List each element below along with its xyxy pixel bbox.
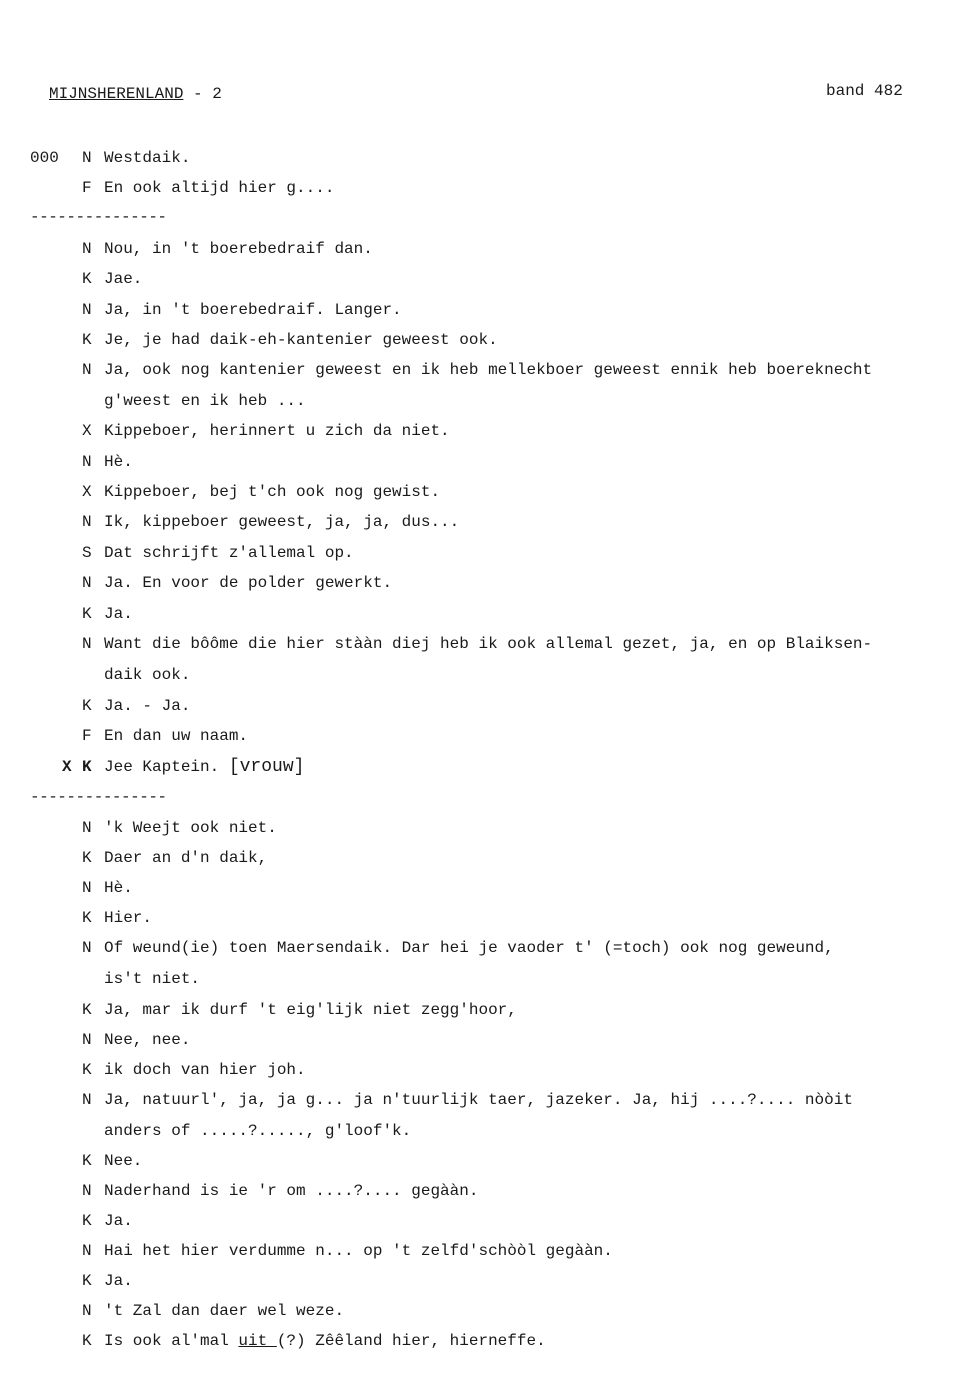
- band-label: band 482: [826, 82, 903, 100]
- speaker-code: K: [82, 849, 92, 867]
- speaker-code: N: [82, 149, 92, 167]
- speaker-code: X: [62, 758, 72, 776]
- speaker-code: N: [82, 361, 92, 379]
- utterance: Hè.: [104, 879, 133, 897]
- tape-counter: 000: [30, 149, 59, 167]
- utterance: En dan uw naam.: [104, 727, 249, 745]
- utterance: g'weest en ik heb ...: [104, 392, 306, 410]
- utterance: 'k Weejt ook niet.: [104, 819, 277, 837]
- speaker-code: K: [82, 1272, 92, 1290]
- struck-speaker-code: K: [82, 758, 92, 776]
- utterance: ik doch van hier joh.: [104, 1061, 306, 1079]
- speaker-code: X: [82, 422, 92, 440]
- speaker-code: X: [82, 483, 92, 501]
- utterance: Naderhand is ie 'r om ....?.... gegààn.: [104, 1182, 479, 1200]
- utterance: Ja. - Ja.: [104, 697, 191, 715]
- speaker-code: F: [82, 727, 92, 745]
- page-number: - 2: [183, 85, 222, 103]
- speaker-code: N: [82, 513, 92, 531]
- speaker-code: K: [82, 1061, 92, 1079]
- page-header: [49, 85, 222, 103]
- utterance: Ja. En voor de polder gewerkt.: [104, 574, 393, 592]
- document-title: MIJNSHERENLAND: [49, 85, 184, 103]
- speaker-code: K: [82, 1001, 92, 1019]
- speaker-code: N: [82, 1302, 92, 1320]
- utterance: Kippeboer, bej t'ch ook nog gewist.: [104, 483, 441, 501]
- speaker-code: K: [82, 605, 92, 623]
- utterance: Hai het hier verdumme n... op 't zelfd'schòòl gegààn.: [104, 1242, 613, 1260]
- utterance: Westdaik.: [104, 149, 191, 167]
- utterance: Ik, kippeboer geweest, ja, ja, dus...: [104, 513, 460, 531]
- separator-line: ---------------: [30, 788, 167, 806]
- speaker-code: F: [82, 179, 92, 197]
- utterance: Dat schrijft z'allemal op.: [104, 544, 354, 562]
- speaker-code: K: [82, 1152, 92, 1170]
- utterance: Nee, nee.: [104, 1031, 191, 1049]
- speaker-code: N: [82, 453, 92, 471]
- utterance: Want die bôôme die hier stààn diej heb ik ook allemal gezet, ja, en op Blaiksen-: [104, 635, 873, 653]
- speaker-code: N: [82, 1031, 92, 1049]
- speaker-code: K: [82, 270, 92, 288]
- utterance: Ja.: [104, 605, 133, 623]
- utterance: Hè.: [104, 453, 133, 471]
- utterance: Nou, in 't boerebedraif dan.: [104, 240, 373, 258]
- speaker-code: N: [82, 301, 92, 319]
- speaker-code: K: [82, 1212, 92, 1230]
- utterance: En ook altijd hier g....: [104, 179, 335, 197]
- underlined-word: uit: [238, 1332, 277, 1350]
- utterance: Kippeboer, herinnert u zich da niet.: [104, 422, 450, 440]
- speaker-code: N: [82, 939, 92, 957]
- utterance: Je, je had daik-eh-kantenier geweest ook.: [104, 331, 498, 349]
- utterance: Jae.: [104, 270, 143, 288]
- utterance: Ja.: [104, 1212, 133, 1230]
- speaker-code: N: [82, 240, 92, 258]
- utterance: Ja, ook nog kantenier geweest en ik heb mellekboer geweest ennik heb boereknecht: [104, 361, 873, 379]
- speaker-code: K: [82, 331, 92, 349]
- utterance: anders of .....?....., g'loof'k.: [104, 1122, 412, 1140]
- utterance: Ja, in 't boerebedraif. Langer.: [104, 301, 402, 319]
- utterance: Ja, mar ik durf 't eig'lijk niet zegg'hoor,: [104, 1001, 517, 1019]
- speaker-code: N: [82, 635, 92, 653]
- utterance-start: Is ook al'mal: [104, 1332, 239, 1350]
- speaker-code: N: [82, 1091, 92, 1109]
- utterance: daik ook.: [104, 666, 191, 684]
- speaker-code: K: [82, 1332, 92, 1350]
- speaker-code: K: [82, 697, 92, 715]
- separator-line: ---------------: [30, 208, 167, 226]
- utterance: Nee.: [104, 1152, 143, 1170]
- speaker-code: N: [82, 1182, 92, 1200]
- editor-note: [vrouw]: [228, 757, 305, 777]
- utterance: Daer an d'n daik,: [104, 849, 268, 867]
- utterance: Ja.: [104, 1272, 133, 1290]
- speaker-code: N: [82, 574, 92, 592]
- utterance: Hier.: [104, 909, 153, 927]
- utterance-end: (?) Zêêland hier, hierneffe.: [276, 1332, 546, 1350]
- utterance: Jee Kaptein.: [104, 758, 220, 776]
- speaker-code: N: [82, 819, 92, 837]
- utterance: Ja, natuurl', ja, ja g... ja n'tuurlijk taer, jazeker. Ja, hij ....?.... nòòit: [104, 1091, 853, 1109]
- utterance: 't Zal dan daer wel weze.: [104, 1302, 345, 1320]
- speaker-code: N: [82, 1242, 92, 1260]
- speaker-code: K: [82, 909, 92, 927]
- speaker-code: S: [82, 544, 92, 562]
- utterance: Of weund(ie) toen Maersendaik. Dar hei je vaoder t' (=toch) ook nog geweund,: [104, 939, 834, 957]
- speaker-code: N: [82, 879, 92, 897]
- utterance: is't niet.: [104, 970, 201, 988]
